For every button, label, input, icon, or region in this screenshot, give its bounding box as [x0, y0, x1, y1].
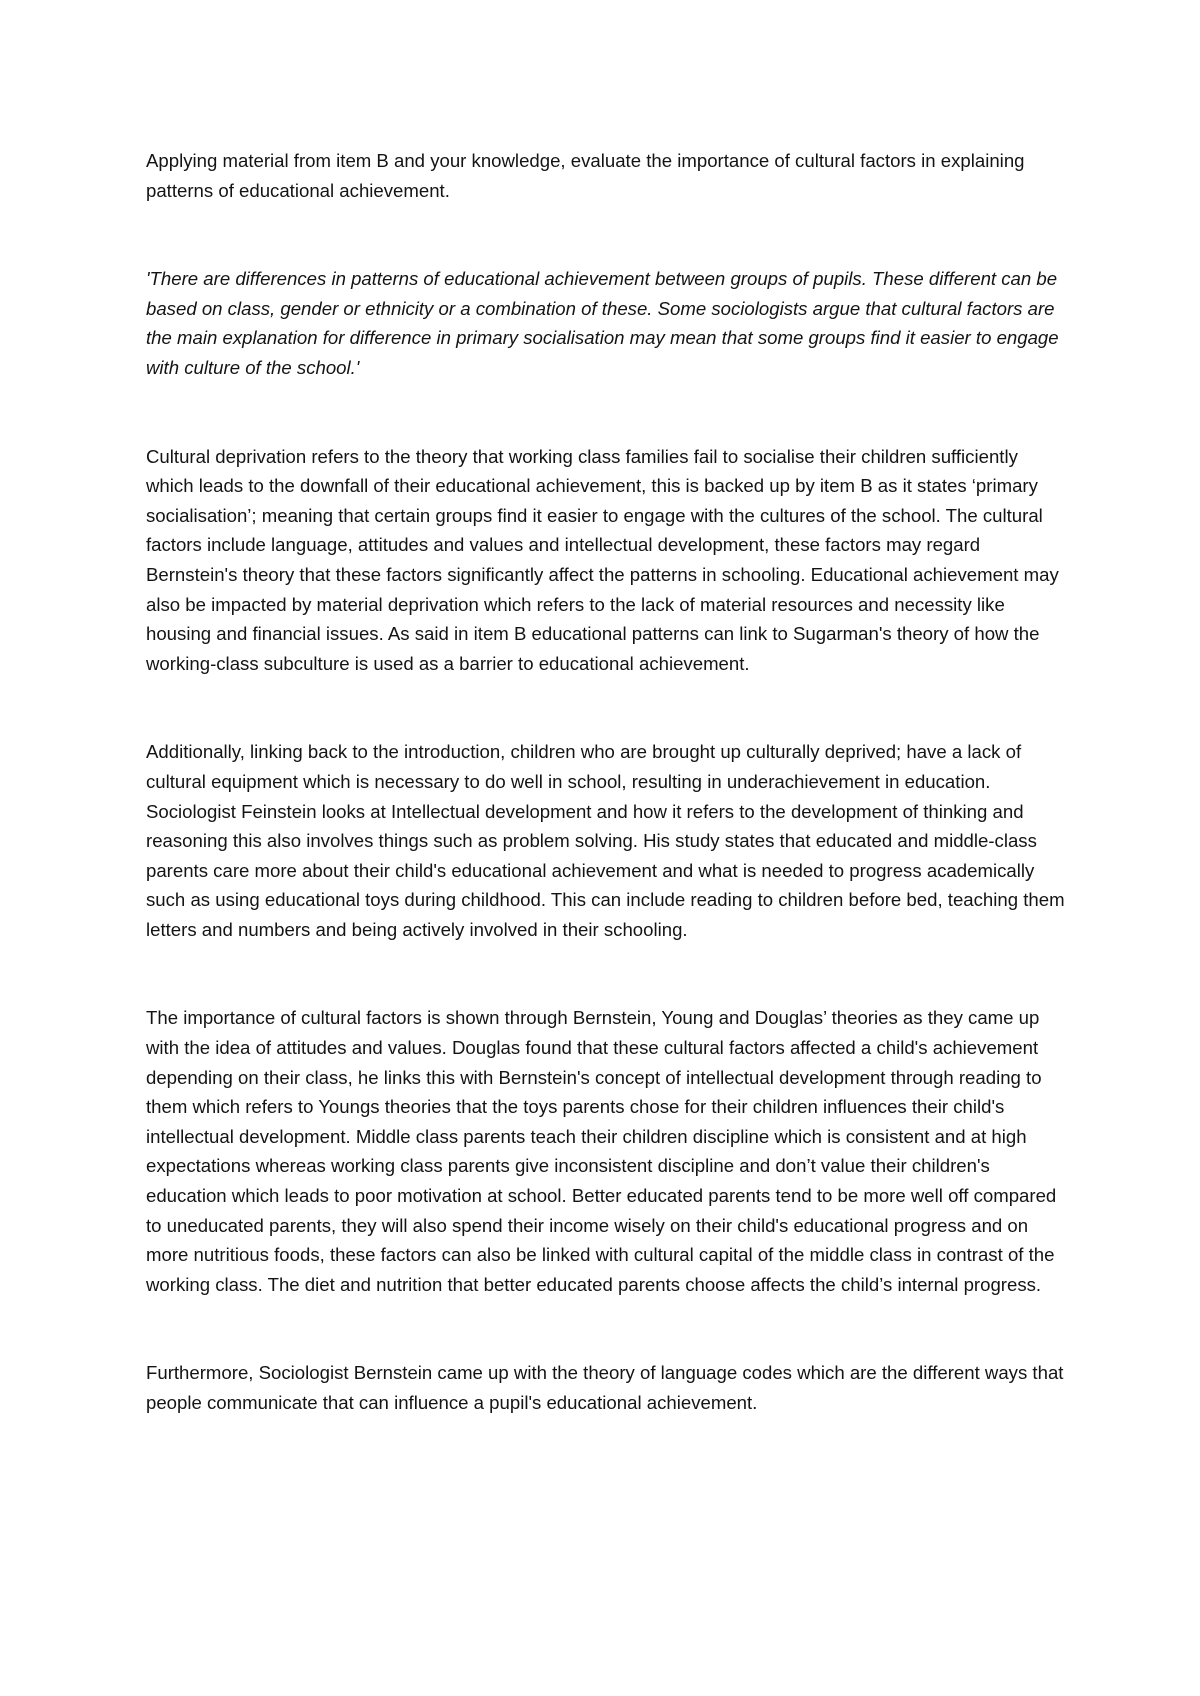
item-b-quote: 'There are differences in patterns of educational achievement between groups of pupils. These different can be based on class, gender or ethnicity or a combination of these. Some sociologists argue that cultural factors are the main explanation for difference in primary socialisation may mean that some groups find it easier to engage with culture of the school.' — [146, 268, 1059, 378]
document-body — [146, 146, 1068, 1418]
essay-question: Applying material from item B and your knowledge, evaluate the importance of cultural factors in explaining patterns of educational achievement. — [146, 150, 1025, 201]
essay-paragraph-3: The importance of cultural factors is shown through Bernstein, Young and Douglas’ theories as they came up with the idea of attitudes and values. Douglas found that these cultural factors affected a child's achievement depending on their class, he links this with Bernstein's concept of intellectual development through reading to them which refers to Youngs theories that the toys parents chose for their children influences their child's intellectual development. Middle class parents teach their children discipline which is consistent and at high expectations whereas working class parents give inconsistent discipline and don’t value their children's education which leads to poor motivation at school. Better educated parents tend to be more well off compared to uneducated parents, they will also spend their income wisely on their child's educational progress and on more nutritious foods, these factors can also be linked with cultural capital of the middle class in contrast of the working class. The diet and nutrition that better educated parents choose affects the child’s internal progress. — [146, 1007, 1057, 1295]
essay-paragraph-4: Furthermore, Sociologist Bernstein came up with the theory of language codes which are the different ways that people communicate that can influence a pupil's educational achievement. — [146, 1362, 1064, 1413]
essay-paragraph-1: Cultural deprivation refers to the theory that working class families fail to socialise their children sufficiently which leads to the downfall of their educational achievement, this is backed up by item B as it states ‘primary socialisation’; meaning that certain groups find it easier to engage with the cultures of the school. The cultural factors include language, attitudes and values and intellectual development, these factors may regard Bernstein's theory that these factors significantly affect the patterns in schooling. Educational achievement may also be impacted by material deprivation which refers to the lack of material resources and necessity like housing and financial issues. As said in item B educational patterns can link to Sugarman's theory of how the working-class subculture is used as a barrier to educational achievement. — [146, 445, 1059, 674]
essay-paragraph-2: Additionally, linking back to the introduction, children who are brought up culturally deprived; have a lack of cultural equipment which is necessary to do well in school, resulting in underachievement in education. Sociologist Feinstein looks at Intellectual development and how it refers to the development of thinking and reasoning this also involves things such as problem solving. His study states that educated and middle-class parents care more about their child's educational achievement and what is needed to progress academically such as using educational toys during childhood. This can include reading to children before bed, teaching them letters and numbers and being actively involved in their schooling. — [146, 741, 1065, 940]
